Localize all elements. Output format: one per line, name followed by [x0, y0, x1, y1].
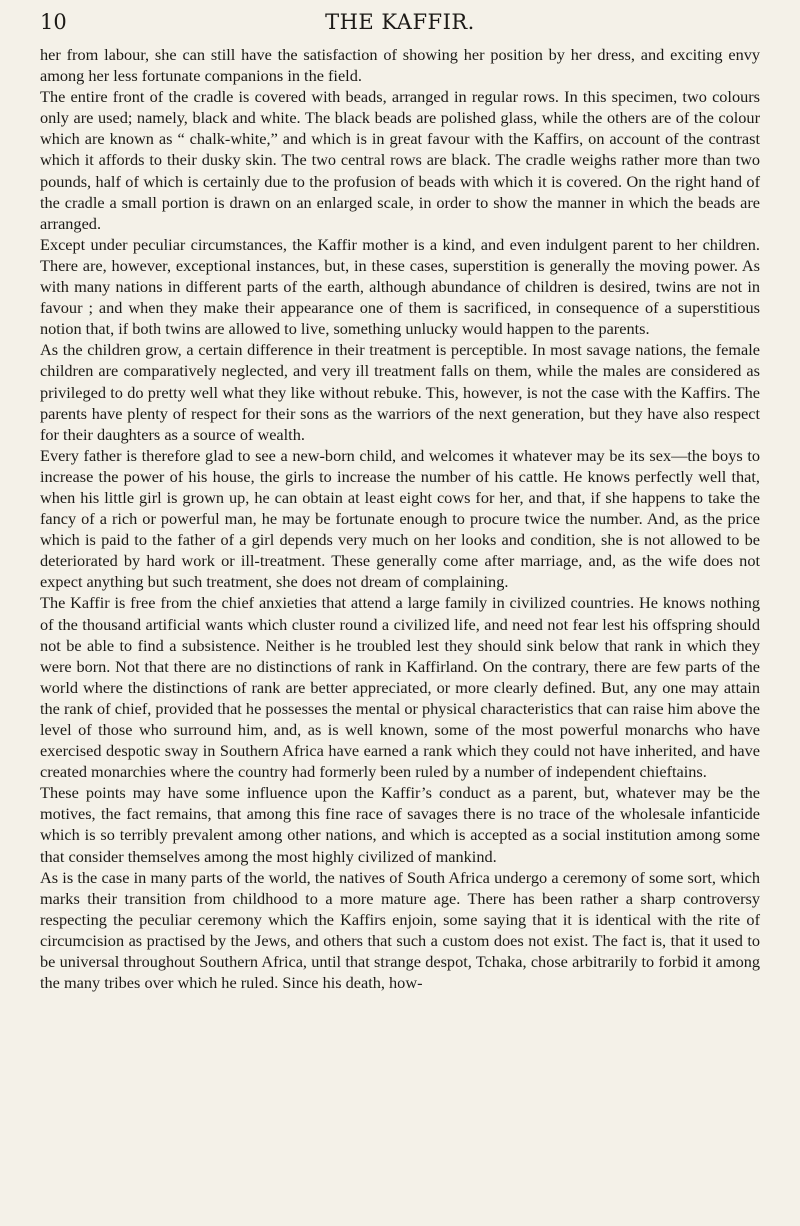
paragraph: her from labour, she can still have the satisfaction of showing her position by her dress, and exciting envy among her less fortunate companions in the field. [40, 45, 760, 86]
running-title: THE KAFFIR. [325, 10, 475, 34]
page-number: 10 [40, 10, 67, 34]
paragraph: The entire front of the cradle is covered with beads, arranged in regular rows. In this specimen, two colours only are used; namely, black and white. The black beads are polished glass, while the others are of the colour which are known as “ chalk-white,” and which is in great favour with the Kaffirs, on account of the contrast which it affords to their dusky skin. The two central rows are black. The cradle weighs rather more than two pounds, half of which is certainly due to the profusion of beads with which it is covered. On the right hand of the cradle a small portion is drawn on an enlarged scale, in order to show the manner in which the beads are arranged. [40, 87, 760, 233]
paragraph: These points may have some influence upon the Kaffir’s conduct as a parent, but, whatever may be the motives, the fact remains, that among this fine race of savages there is no trace of the wholesale infanticide which is so terribly prevalent among other nations, and which is accepted as a social institution among some that consider themselves among the most highly civilized of mankind. [40, 783, 760, 866]
paragraph: Every father is therefore glad to see a new-born child, and welcomes it whatever may be its sex—the boys to increase the power of his house, the girls to increase the number of his cattle. He knows perfectly well that, when his little girl is grown up, he can obtain at least eight cows for her, and that, if she happens to take the fancy of a rich or powerful man, he may be fortunate enough to procure twice the number. And, as the price which is paid to the father of a girl depends very much on her looks and condition, she is not allowed to be deteriorated by hard work or ill-treatment. These generally come after marriage, and, as the wife does not expect anything but such treatment, she does not dream of complaining. [40, 445, 760, 592]
page-header [40, 0, 760, 44]
paragraph: As the children grow, a certain difference in their treatment is perceptible. In most savage nations, the female children are comparatively neglected, and very ill treatment falls on them, while the males are considered as privileged to do pretty well what they like without rebuke. This, however, is not the case with the Kaffirs. The parents have plenty of respect for their sons as the warriors of the next generation, but they have also respect for their daughters as a source of wealth. [40, 340, 760, 444]
paragraph: The Kaffir is free from the chief anxieties that attend a large family in civilized countries. He knows nothing of the thousand artificial wants which cluster round a civilized life, and need not fear lest his offspring should not be able to find a subsistence. Neither is he troubled lest they should sink below that rank in which they were born. Not that there are no distinctions of rank in Kaffirland. On the contrary, there are few parts of the world where the distinctions of rank are better appreciated, or more clearly defined. But, any one may attain the rank of chief, provided that he possesses the mental or physical characteristics that can raise him above the level of those who surround him, and, as is well known, some of the most powerful monarchs who have exercised despotic sway in Southern Africa have earned a rank which they could not have inherited, and have created monarchies where the country had formerly been ruled by a number of independent chieftains. [40, 593, 760, 782]
paragraph: As is the case in many parts of the world, the natives of South Africa undergo a ceremony of some sort, which marks their transition from childhood to a more mature age. There has been rather a sharp controversy respecting the peculiar ceremony which the Kaffirs enjoin, some saying that it is identical with the rite of circumcision as practised by the Jews, and others that such a custom does not exist. The fact is, that it used to be universal throughout Southern Africa, until that strange despot, Tchaka, chose arbitrarily to forbid it among the many tribes over which he ruled. Since his death, how- [40, 867, 760, 993]
paragraph: Except under peculiar circumstances, the Kaffir mother is a kind, and even indulgent parent to her children. There are, however, exceptional instances, but, in these cases, superstition is generally the moving power. As with many nations in different parts of the earth, although abundance of children is desired, twins are not in favour ; and when they make their appearance one of them is sacrificed, in consequence of a superstitious notion that, if both twins are allowed to live, something unlucky would happen to the parents. [40, 234, 760, 339]
body-text [40, 44, 760, 993]
